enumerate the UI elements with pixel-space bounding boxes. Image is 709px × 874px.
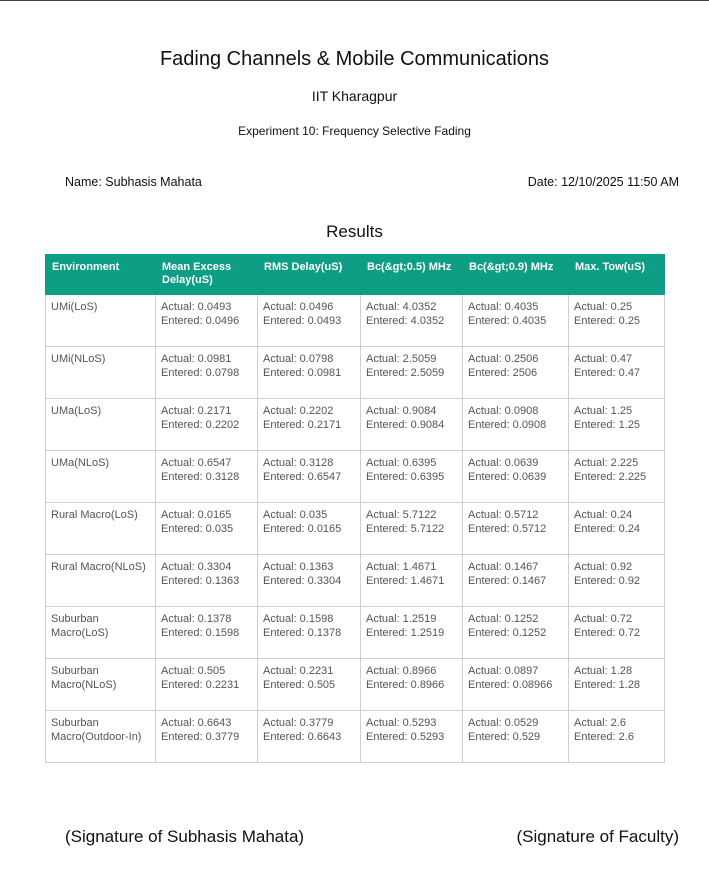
- table-row: [46, 607, 665, 659]
- bc-09-cell: Actual: 0.5712 Entered: 0.5712: [463, 503, 569, 555]
- column-header-rms-delay: RMS Delay(uS): [258, 255, 361, 295]
- bc-05-cell: Actual: 0.8966 Entered: 0.8966: [361, 659, 463, 711]
- bc-09-cell: Actual: 0.1252 Entered: 0.1252: [463, 607, 569, 659]
- student-name: Name: Subhasis Mahata: [65, 175, 202, 189]
- rms-delay-cell: Actual: 0.1598 Entered: 0.1378: [258, 607, 361, 659]
- bc-05-cell: Actual: 4.0352 Entered: 4.0352: [361, 295, 463, 347]
- max-tow-cell: Actual: 1.25 Entered: 1.25: [569, 399, 665, 451]
- environment-cell: Suburban Macro(Outdoor-In): [46, 711, 156, 763]
- institution-name: IIT Kharagpur: [311, 88, 398, 104]
- rms-delay-cell: Actual: 0.035 Entered: 0.0165: [258, 503, 361, 555]
- max-tow-cell: Actual: 0.25 Entered: 0.25: [569, 295, 665, 347]
- table-row: [46, 711, 665, 763]
- max-tow-cell: Actual: 2.225 Entered: 2.225: [569, 451, 665, 503]
- mean-excess-delay-cell: Actual: 0.0981 Entered: 0.0798: [156, 347, 258, 399]
- table-row: [46, 555, 665, 607]
- environment-cell: Suburban Macro(NLoS): [46, 659, 156, 711]
- bc-05-cell: Actual: 2.5059 Entered: 2.5059: [361, 347, 463, 399]
- column-header-mean-excess-delay: Mean Excess Delay(uS): [156, 255, 258, 295]
- bc-05-cell: Actual: 1.2519 Entered: 1.2519: [361, 607, 463, 659]
- max-tow-cell: Actual: 2.6 Entered: 2.6: [569, 711, 665, 763]
- bc-05-cell: Actual: 0.5293 Entered: 0.5293: [361, 711, 463, 763]
- bc-09-cell: Actual: 0.4035 Entered: 0.4035: [463, 295, 569, 347]
- mean-excess-delay-cell: Actual: 0.6643 Entered: 0.3779: [156, 711, 258, 763]
- top-border-line: [0, 0, 709, 1]
- environment-cell: Suburban Macro(LoS): [46, 607, 156, 659]
- environment-cell: Rural Macro(NLoS): [46, 555, 156, 607]
- results-heading: Results: [326, 222, 383, 241]
- rms-delay-cell: Actual: 0.0798 Entered: 0.0981: [258, 347, 361, 399]
- experiment-title: Experiment 10: Frequency Selective Fading: [238, 124, 471, 138]
- environment-cell: UMi(LoS): [46, 295, 156, 347]
- bc-09-cell: Actual: 0.1467 Entered: 0.1467: [463, 555, 569, 607]
- bc-05-cell: Actual: 0.6395 Entered: 0.6395: [361, 451, 463, 503]
- table-row: [46, 659, 665, 711]
- rms-delay-cell: Actual: 0.3128 Entered: 0.6547: [258, 451, 361, 503]
- bc-05-cell: Actual: 5.7122 Entered: 5.7122: [361, 503, 463, 555]
- bc-05-cell: Actual: 0.9084 Entered: 0.9084: [361, 399, 463, 451]
- results-table: [45, 254, 665, 763]
- environment-cell: UMa(NLoS): [46, 451, 156, 503]
- table-row: [46, 399, 665, 451]
- faculty-signature-label: (Signature of Faculty): [516, 827, 679, 846]
- report-date: Date: 12/10/2025 11:50 AM: [527, 175, 679, 189]
- environment-cell: Rural Macro(LoS): [46, 503, 156, 555]
- column-header-max-tow: Max. Tow(uS): [569, 255, 665, 295]
- rms-delay-cell: Actual: 0.2231 Entered: 0.505: [258, 659, 361, 711]
- column-header-bc-09: Bc(&gt;0.9) MHz: [463, 255, 569, 295]
- environment-cell: UMa(LoS): [46, 399, 156, 451]
- mean-excess-delay-cell: Actual: 0.0165 Entered: 0.035: [156, 503, 258, 555]
- max-tow-cell: Actual: 1.28 Entered: 1.28: [569, 659, 665, 711]
- max-tow-cell: Actual: 0.92 Entered: 0.92: [569, 555, 665, 607]
- mean-excess-delay-cell: Actual: 0.3304 Entered: 0.1363: [156, 555, 258, 607]
- bc-09-cell: Actual: 0.2506 Entered: 2506: [463, 347, 569, 399]
- max-tow-cell: Actual: 0.72 Entered: 0.72: [569, 607, 665, 659]
- mean-excess-delay-cell: Actual: 0.2171 Entered: 0.2202: [156, 399, 258, 451]
- bc-09-cell: Actual: 0.0897 Entered: 0.08966: [463, 659, 569, 711]
- column-header-bc-05: Bc(&gt;0.5) MHz: [361, 255, 463, 295]
- table-row: [46, 503, 665, 555]
- max-tow-cell: Actual: 0.47 Entered: 0.47: [569, 347, 665, 399]
- rms-delay-cell: Actual: 0.3779 Entered: 0.6643: [258, 711, 361, 763]
- mean-excess-delay-cell: Actual: 0.0493 Entered: 0.0496: [156, 295, 258, 347]
- mean-excess-delay-cell: Actual: 0.6547 Entered: 0.3128: [156, 451, 258, 503]
- table-row: [46, 295, 665, 347]
- bc-09-cell: Actual: 0.0529 Entered: 0.529: [463, 711, 569, 763]
- column-header-environment: Environment: [46, 255, 156, 295]
- rms-delay-cell: Actual: 0.0496 Entered: 0.0493: [258, 295, 361, 347]
- mean-excess-delay-cell: Actual: 0.505 Entered: 0.2231: [156, 659, 258, 711]
- bc-09-cell: Actual: 0.0908 Entered: 0.0908: [463, 399, 569, 451]
- rms-delay-cell: Actual: 0.1363 Entered: 0.3304: [258, 555, 361, 607]
- mean-excess-delay-cell: Actual: 0.1378 Entered: 0.1598: [156, 607, 258, 659]
- rms-delay-cell: Actual: 0.2202 Entered: 0.2171: [258, 399, 361, 451]
- page-title: Fading Channels & Mobile Communications: [159, 48, 550, 70]
- table-row: [46, 347, 665, 399]
- max-tow-cell: Actual: 0.24 Entered: 0.24: [569, 503, 665, 555]
- student-signature-label: (Signature of Subhasis Mahata): [65, 827, 305, 846]
- environment-cell: UMi(NLoS): [46, 347, 156, 399]
- table-row: [46, 451, 665, 503]
- bc-09-cell: Actual: 0.0639 Entered: 0.0639: [463, 451, 569, 503]
- bc-05-cell: Actual: 1.4671 Entered: 1.4671: [361, 555, 463, 607]
- table-header-row: [46, 255, 665, 295]
